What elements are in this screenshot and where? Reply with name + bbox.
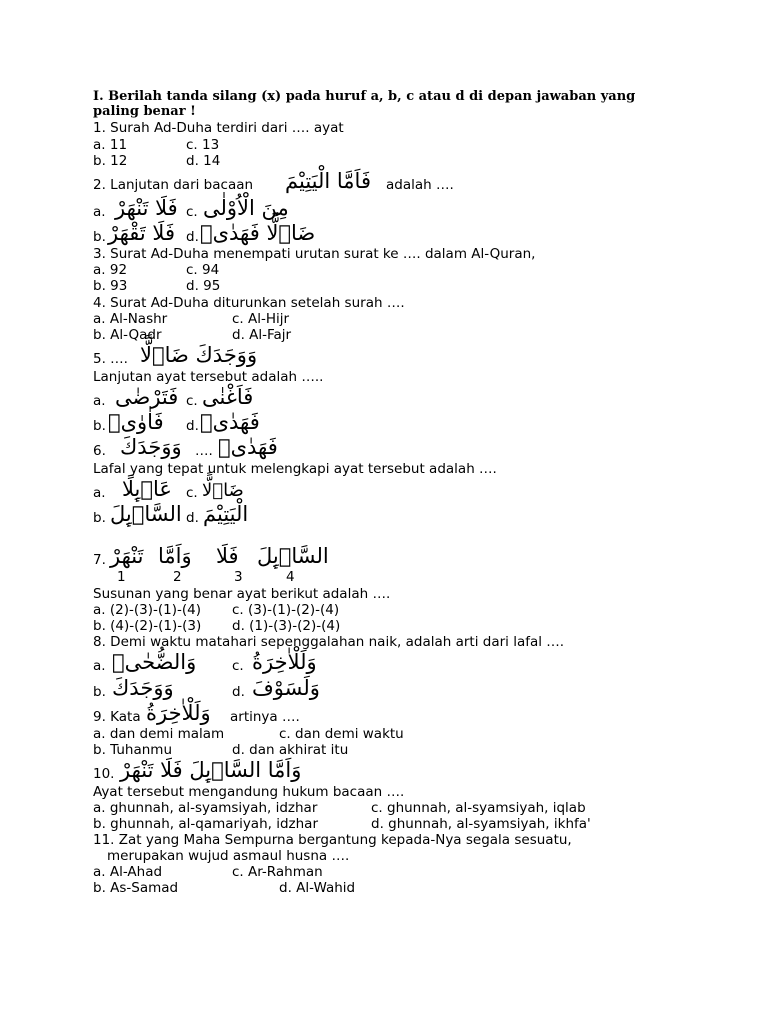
q11-option-d: d. Al-Wahid <box>279 880 356 896</box>
q8-option-d: وَلَسَوْفَ <box>252 676 320 700</box>
q7-option-b: b. (4)-(2)-(1)-(3) <box>93 618 202 634</box>
q2-option-b: فَلَا تَقْهَرْ <box>108 221 175 245</box>
q8-text: 8. Demi waktu matahari sepenggalahan naik, adalah arti dari lafal …. <box>93 634 565 650</box>
q7-option-c: c. (3)-(1)-(2)-(4) <box>232 602 340 618</box>
q2-text-pre: 2. Lanjutan dari bacaan <box>93 177 254 193</box>
q7-word-3: فَلَا <box>216 544 239 568</box>
q2-option-c: مِنَ الْاُوْلٰى <box>203 196 289 220</box>
q5-option-d: فَهَدٰىۗ <box>200 410 260 434</box>
q7-number-4: 4 <box>286 569 295 585</box>
q11-text-line2: merupakan wujud asmaul husna …. <box>107 848 350 864</box>
q11-text-line1: 11. Zat yang Maha Sempurna bergantung kepada-Nya segala sesuatu, <box>93 832 572 848</box>
instruction-header: I. Berilah tanda silang (x) pada huruf a, b, c atau d di depan jawaban yang paling benar ! <box>93 89 636 119</box>
q3-text: 3. Surat Ad-Duha menempati urutan surat ke …. dalam Al-Quran, <box>93 246 536 262</box>
q5-option-b: فَاٰوٰىۗ <box>108 410 164 434</box>
q7-option-d: d. (1)-(3)-(2)-(4) <box>232 618 341 634</box>
q7-number-2: 2 <box>173 569 182 585</box>
q9-option-c: c. dan demi waktu <box>279 726 404 742</box>
q7-number-1: 1 <box>117 569 126 585</box>
q8-option-a-label: a. <box>93 658 106 674</box>
q11-option-c: c. Ar-Rahman <box>232 864 323 880</box>
q3-option-a: a. 92 <box>93 262 128 278</box>
q5-question: Lanjutan ayat tersebut adalah ….. <box>93 369 324 385</box>
q5-option-a-label: a. <box>93 393 106 409</box>
q8-option-b-label: b. <box>93 684 106 700</box>
q9-option-a: a. dan demi malam <box>93 726 225 742</box>
q5-option-b-label: b. <box>93 418 106 434</box>
q8-option-c: وَلَلْاٰخِرَةُ <box>252 650 317 674</box>
q6-option-d-label: d. <box>186 510 199 526</box>
q9-option-d: d. dan akhirat itu <box>232 742 349 758</box>
q2-option-d: ضَاۤلًّا فَهَدٰىۗ <box>200 221 316 245</box>
q8-option-a: وَالضُّحٰىۙ <box>112 650 197 674</box>
q6-option-b-label: b. <box>93 510 106 526</box>
q6-arabic-end: فَهَدٰىۗ <box>218 435 278 459</box>
q10-option-c: c. ghunnah, al-syamsiyah, iqlab <box>371 800 586 816</box>
q5-arabic: وَوَجَدَكَ ضَاۤلًّا <box>140 343 258 367</box>
q2-arabic: فَاَمَّا الْيَتِيْمَ <box>285 169 371 193</box>
q5-text-pre: 5. …. <box>93 351 128 367</box>
q7-word-1: تَنْهَرْ <box>110 544 144 568</box>
q10-text-pre: 10. <box>93 766 115 782</box>
q7-word-2: وَاَمَّا <box>158 544 192 568</box>
q3-option-d: d. 95 <box>186 278 221 294</box>
q4-option-d: d. Al-Fajr <box>232 327 292 343</box>
q3-option-c: c. 94 <box>186 262 220 278</box>
q10-option-a: a. ghunnah, al-syamsiyah, idzhar <box>93 800 318 816</box>
q3-option-b: b. 93 <box>93 278 128 294</box>
q1-option-d: d. 14 <box>186 153 221 169</box>
q6-option-d: الْيَتِيْمَ <box>203 502 249 526</box>
q6-question: Lafal yang tepat untuk melengkapi ayat tersebut adalah …. <box>93 461 497 477</box>
q2-option-b-label: b. <box>93 229 106 245</box>
q5-option-a: فَتَرْضٰى <box>115 385 179 409</box>
q8-option-b: وَوَجَدَكَ <box>112 676 174 700</box>
q2-option-a-label: a. <box>93 204 106 220</box>
q5-option-c: فَاَغْنٰى <box>202 385 254 409</box>
q7-text-pre: 7. <box>93 552 106 568</box>
q4-option-c: c. Al-Hijr <box>232 311 290 327</box>
q6-text-pre: 6. <box>93 443 106 459</box>
q1-option-a: a. 11 <box>93 137 128 153</box>
q2-text-post: adalah …. <box>386 177 454 193</box>
q2-option-d-label: d. <box>186 229 199 245</box>
q1-text: 1. Surah Ad-Duha terdiri dari …. ayat <box>93 120 344 136</box>
q5-option-d-label: d. <box>186 418 199 434</box>
q6-option-c-label: c. <box>186 485 198 501</box>
q9-arabic: وَلَلْاٰخِرَةُ <box>146 701 211 725</box>
q10-option-b: b. ghunnah, al-qamariyah, idzhar <box>93 816 319 832</box>
q6-dots: …. <box>195 443 213 459</box>
q11-option-b: b. As-Samad <box>93 880 179 896</box>
q9-text-pre: 9. Kata <box>93 709 141 725</box>
q7-number-3: 3 <box>234 569 243 585</box>
q4-text: 4. Surat Ad-Duha diturunkan setelah surah …. <box>93 295 405 311</box>
q4-option-a: a. Al-Nashr <box>93 311 168 327</box>
q6-option-a-label: a. <box>93 485 106 501</box>
q4-option-b: b. Al-Qadr <box>93 327 162 343</box>
q1-option-b: b. 12 <box>93 153 128 169</box>
q10-question: Ayat tersebut mengandung hukum bacaan …. <box>93 784 405 800</box>
q2-option-a: فَلَا تَنْهَرْ <box>115 196 178 220</box>
q7-question: Susunan yang benar ayat berikut adalah …. <box>93 586 391 602</box>
q8-option-c-label: c. <box>232 658 244 674</box>
q7-option-a: a. (2)-(3)-(1)-(4) <box>93 602 201 618</box>
q6-option-b: السَّاۤىِٕلَ <box>110 502 182 526</box>
q9-option-b: b. Tuhanmu <box>93 742 172 758</box>
q6-option-c: ضَاۤلًّا <box>202 480 244 501</box>
q2-option-c-label: c. <box>186 204 198 220</box>
q9-text-post: artinya …. <box>230 709 300 725</box>
q5-option-c-label: c. <box>186 393 198 409</box>
q7-word-4: السَّاۤىِٕلَ <box>257 544 329 568</box>
q1-option-c: c. 13 <box>186 137 220 153</box>
q10-arabic: وَاَمَّا السَّاۤىِٕلَ فَلَا تَنْهَرْ <box>120 758 302 782</box>
q6-arabic-start: وَوَجَدَكَ <box>120 435 182 459</box>
q6-option-a: عَاۤىِٕلًا <box>122 477 172 501</box>
q8-option-d-label: d. <box>232 684 245 700</box>
q10-option-d: d. ghunnah, al-syamsiyah, ikhfa' <box>371 816 591 832</box>
q11-option-a: a. Al-Ahad <box>93 864 163 880</box>
